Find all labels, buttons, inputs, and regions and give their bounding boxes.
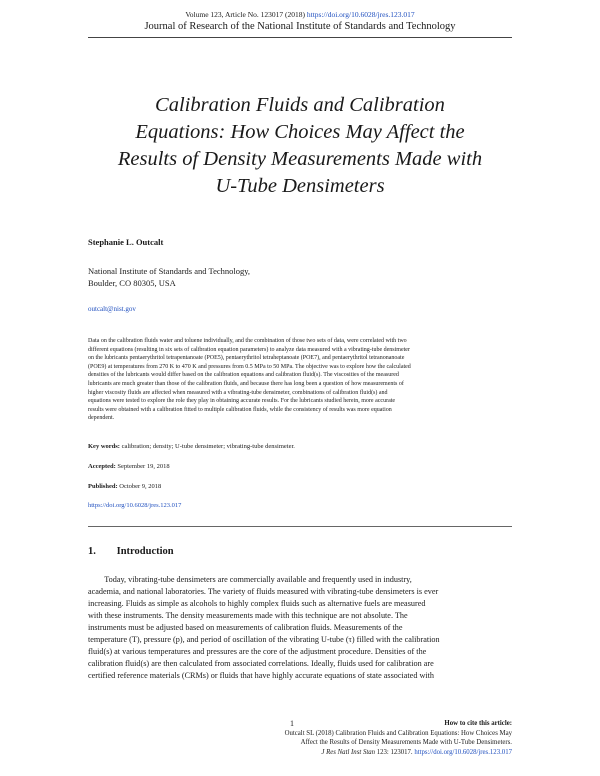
section-divider (88, 526, 512, 527)
article-doi-link[interactable]: https://doi.org/10.6028/jres.123.017 (88, 502, 182, 509)
keywords-label: Key words: (88, 443, 120, 450)
affiliation-line: National Institute of Standards and Technology, (88, 266, 251, 276)
header-divider (88, 37, 512, 38)
body-line: calibration fluid(s) are then calculated from associated correlations. Ideally, fluids used for calibration are (88, 659, 434, 668)
accepted-date (88, 463, 170, 470)
section-title: Introduction (116, 546, 174, 557)
abstract-line: equations were tested to explore the role they play in obtaining accurate results. For the lubricants studied herein, more accurate (88, 398, 396, 405)
body-line: instruments must be adjusted based on measurements of calibration fluids. Measurements of the (88, 623, 403, 632)
title-line: Results of Density Measurements Made with (117, 148, 483, 170)
affiliation-line: Boulder, CO 80305, USA (88, 278, 176, 288)
published-date (88, 483, 161, 490)
volume-header (0, 10, 600, 19)
abstract-line: Data on the calibration fluids water and toluene individually, and the combination of those two sets of data, were correlated with two (88, 338, 407, 344)
body-line: temperature (T), pressure (p), and period of oscillation of the vibrating U-tube (τ) filled with the calibration (88, 635, 440, 644)
body-line: with these instruments. The density measurements made with this technique are not absolute. The (88, 611, 408, 620)
cite-line: Affect the Results of Density Measurements Made with U-Tube Densimeters. (300, 739, 512, 747)
body-text (88, 574, 512, 682)
article-title (60, 92, 540, 200)
cite-journal: J Res Natl Inst Stan (321, 748, 376, 756)
abstract-line: dependent. (88, 415, 115, 422)
abstract-line: results were obtained with a calibration fitted to multiple calibration fluids, while the consistency of results was more equation (88, 406, 392, 413)
affiliation (88, 265, 250, 289)
section-heading (88, 546, 174, 557)
body-line: increasing. Fluids as simple as alcohols to highly complex fluids such as alternative fuels are measured (88, 599, 426, 608)
abstract-line: lubricants are much greater than those of the calibration fluids, and because there has long been a question of how measurements of (88, 380, 404, 387)
cite-journal-line (285, 748, 512, 758)
body-line: academia, and national laboratories. The variety of fluids measured with vibrating-tube densimeters is ever (88, 587, 439, 596)
title-line: Equations: How Choices May Affect the (135, 121, 465, 143)
body-line: fluid(s) at various temperatures and pressures are the core of the adjustment procedure. Densities of the (88, 647, 427, 656)
published-label: Published: (88, 483, 118, 490)
volume-info: Volume 123, Article No. 123017 (2018) (185, 10, 305, 19)
author-email-link[interactable]: outcalt@nist.gov (88, 305, 136, 313)
cite-line: Outcalt SL (2018) Calibration Fluids and Calibration Equations: How Choices May (284, 729, 512, 737)
body-line: Today, vibrating-tube densimeters are commercially available and frequently used in industry, (88, 575, 412, 584)
published-text: October 9, 2018 (119, 483, 162, 490)
journal-name: Journal of Research of the National Institute of Standards and Technology (144, 21, 456, 32)
section-number: 1. (88, 546, 96, 557)
cite-heading: How to cite this article: (444, 720, 512, 727)
abstract-line: different equations (resulting in six sets of calibration equation parameters) to analyze data measured with a vibrating-tube densimeter (88, 346, 410, 353)
cite-volume: 123: 123017. (376, 748, 413, 756)
abstract-line: densities of the lubricants would differ based on the calibration equations and calibration fluid(s). The viscosities of the measured (88, 372, 399, 379)
abstract (88, 337, 512, 423)
title-line: U-Tube Densimeters (215, 175, 385, 197)
abstract-line: (POE9) at temperatures from 270 K to 470 K and pressures from 0.5 MPa to 50 MPa. The objective was to explore how the calculated (88, 363, 411, 370)
header-doi-link[interactable]: https://doi.org/10.6028/jres.123.017 (306, 10, 415, 19)
abstract-line: higher viscosity fluids are affected when measured with a vibrating-tube densimeter, combinations of calibration fluid(s) and (88, 389, 388, 396)
citation-box (285, 719, 512, 757)
page-number: 1 (290, 719, 294, 728)
keywords-text: calibration; density; U-tube densimeter; vibrating-tube densimeter. (121, 443, 295, 450)
accepted-label: Accepted: (88, 463, 116, 470)
cite-doi-link[interactable]: https://doi.org/10.6028/jres.123.017 (414, 748, 512, 756)
title-line: Calibration Fluids and Calibration (155, 94, 445, 116)
accepted-text: September 19, 2018 (117, 463, 170, 470)
author-name: Stephanie L. Outcalt (88, 237, 164, 247)
abstract-line: on the lubricants pentaerythritol tetrapentanoate (POE5), pentaerythritol tetraheptanoate (POE7), and pentaerythritol tetranonanoate (88, 355, 405, 362)
keywords (88, 443, 295, 450)
body-line: certified reference materials (CRMs) or fluids that have highly accurate equations of state associated with (88, 671, 435, 680)
